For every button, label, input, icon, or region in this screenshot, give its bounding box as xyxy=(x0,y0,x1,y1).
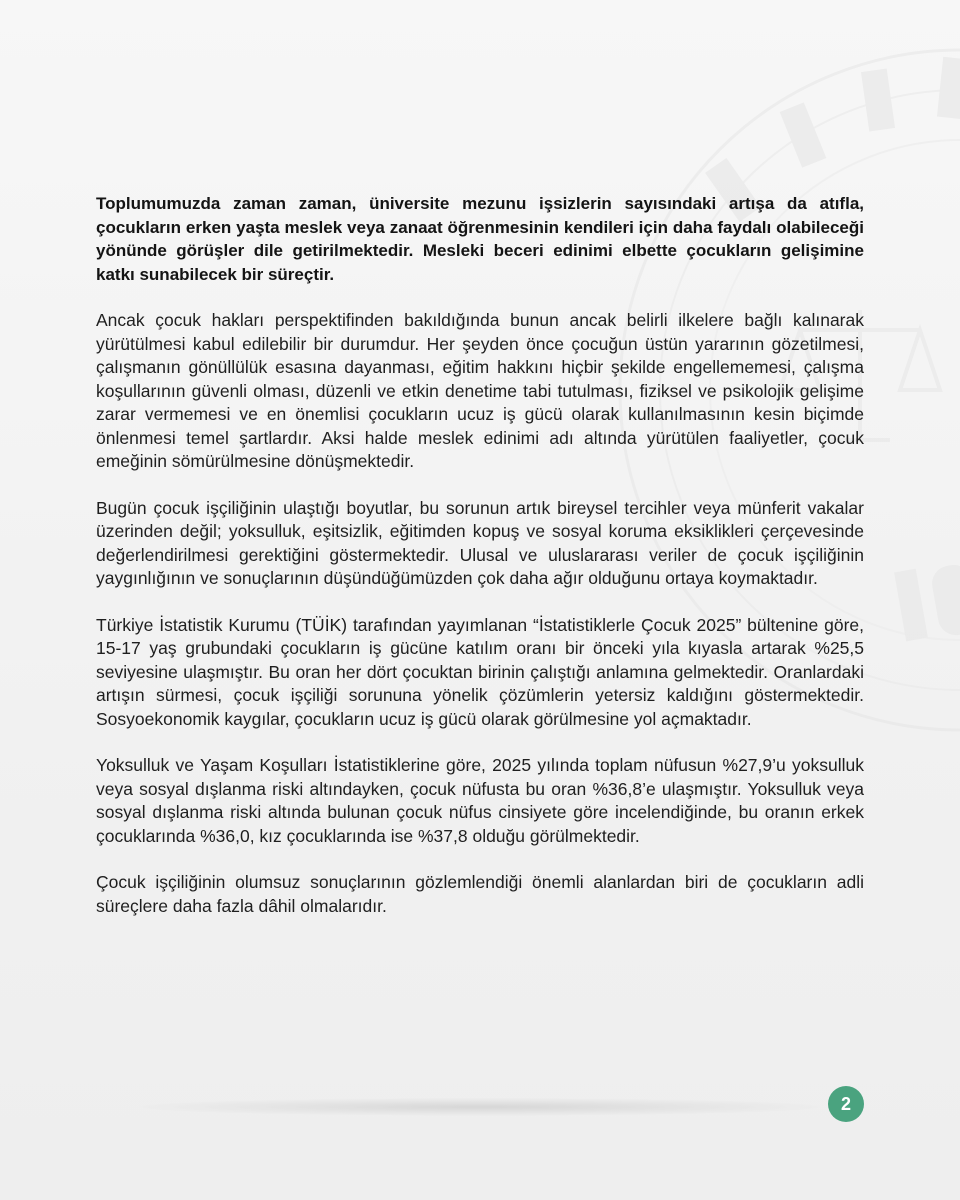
poverty-statistics-paragraph: Yoksulluk ve Yaşam Koşulları İstatistiklerine göre, 2025 yılında toplam nüfusun %27,9’u yoksulluk veya sosyal dışlanma riski altındayken, çocuk nüfusta bu oran %36,8’e ulaşmıştır. Yoksulluk veya sosyal dışlanma riski altında bulunan çocuk nüfus cinsiyete göre incelendiğinde, bu oranın erkek çocuklarında %36,0, kız çocuklarında ise %37,8 olduğu görülmektedir. xyxy=(96,755,864,846)
page-number-badge: 2 xyxy=(828,1086,864,1122)
judicial-processes-paragraph: Çocuk işçiliğinin olumsuz sonuçlarının gözlemlendiği önemli alanlardan biri de çocukların adli süreçlere daha fazla dâhil olmalarıdır. xyxy=(96,872,864,916)
page-shadow xyxy=(140,1098,820,1116)
intro-paragraph: Toplumumuzda zaman zaman, üniversite mezunu işsizlerin sayısındaki artışa da atıfla, çocukların erken yaşta meslek veya zanaat öğrenmesinin kendileri için daha faydalı olabileceği yönünde görüşler dile getirilmektedir. Mesleki beceri edinimi elbette çocukların gelişimine katkı sunabilecek bir süreçtir. xyxy=(96,194,864,284)
document-body xyxy=(96,192,864,941)
child-labour-scope-paragraph: Bugün çocuk işçiliğinin ulaştığı boyutlar, bu sorunun artık bireysel tercihler veya münferit vakalar üzerinden değil; yoksulluk, eşitsizlik, eğitimden kopuş ve sosyal koruma eksiklikleri çerçevesinde değerlendirilmesi gerektiğini göstermektedir. Ulusal ve uluslararası veriler de çocuk işçiliğinin yaygınlığının ve sonuçlarının düşündüğümüzden çok daha ağır olduğunu ortaya koymaktadır. xyxy=(96,497,864,588)
child-rights-paragraph: Ancak çocuk hakları perspektifinden bakıldığında bunun ancak belirli ilkelere bağlı kalınarak yürütülmesi kabul edilebilir bir durumdur. Her şeyden önce çocuğun üstün yararının gözetilmesi, çalışmanın gönüllülük esasına dayanması, eğitim hakkını hiçbir şekilde engellememesi, çalışma koşullarının güvenli olması, düzenli ve etkin denetime tabi tutulması, fiziksel ve psikolojik gelişime zarar vermemesi ve en önemlisi çocukların ucuz iş gücü olarak kullanılmasının kesin biçimde önlenmesi temel şartlardır. Aksi halde meslek edinimi adı altında yürütülen faaliyetler, çocuk emeğinin sömürülmesine dönüşmektedir. xyxy=(96,310,864,471)
tuik-statistics-paragraph: Türkiye İstatistik Kurumu (TÜİK) tarafından yayımlanan “İstatistiklerle Çocuk 2025” bültenine göre, 15-17 yaş grubundaki çocukların iş gücüne katılım oranı bir önceki yıla kıyasla artarak %25,5 seviyesine ulaşmıştır. Bu oran her dört çocuktan birinin çalıştığı anlamına gelmektedir. Oranlardaki artışın sürmesi, çocuk işçiliği sorununa yönelik çözümlerin yetersiz kaldığını göstermektedir. Sosyoekonomik kaygılar, çocukların ucuz iş gücü olarak görülmesine yol açmaktadır. xyxy=(96,614,864,729)
